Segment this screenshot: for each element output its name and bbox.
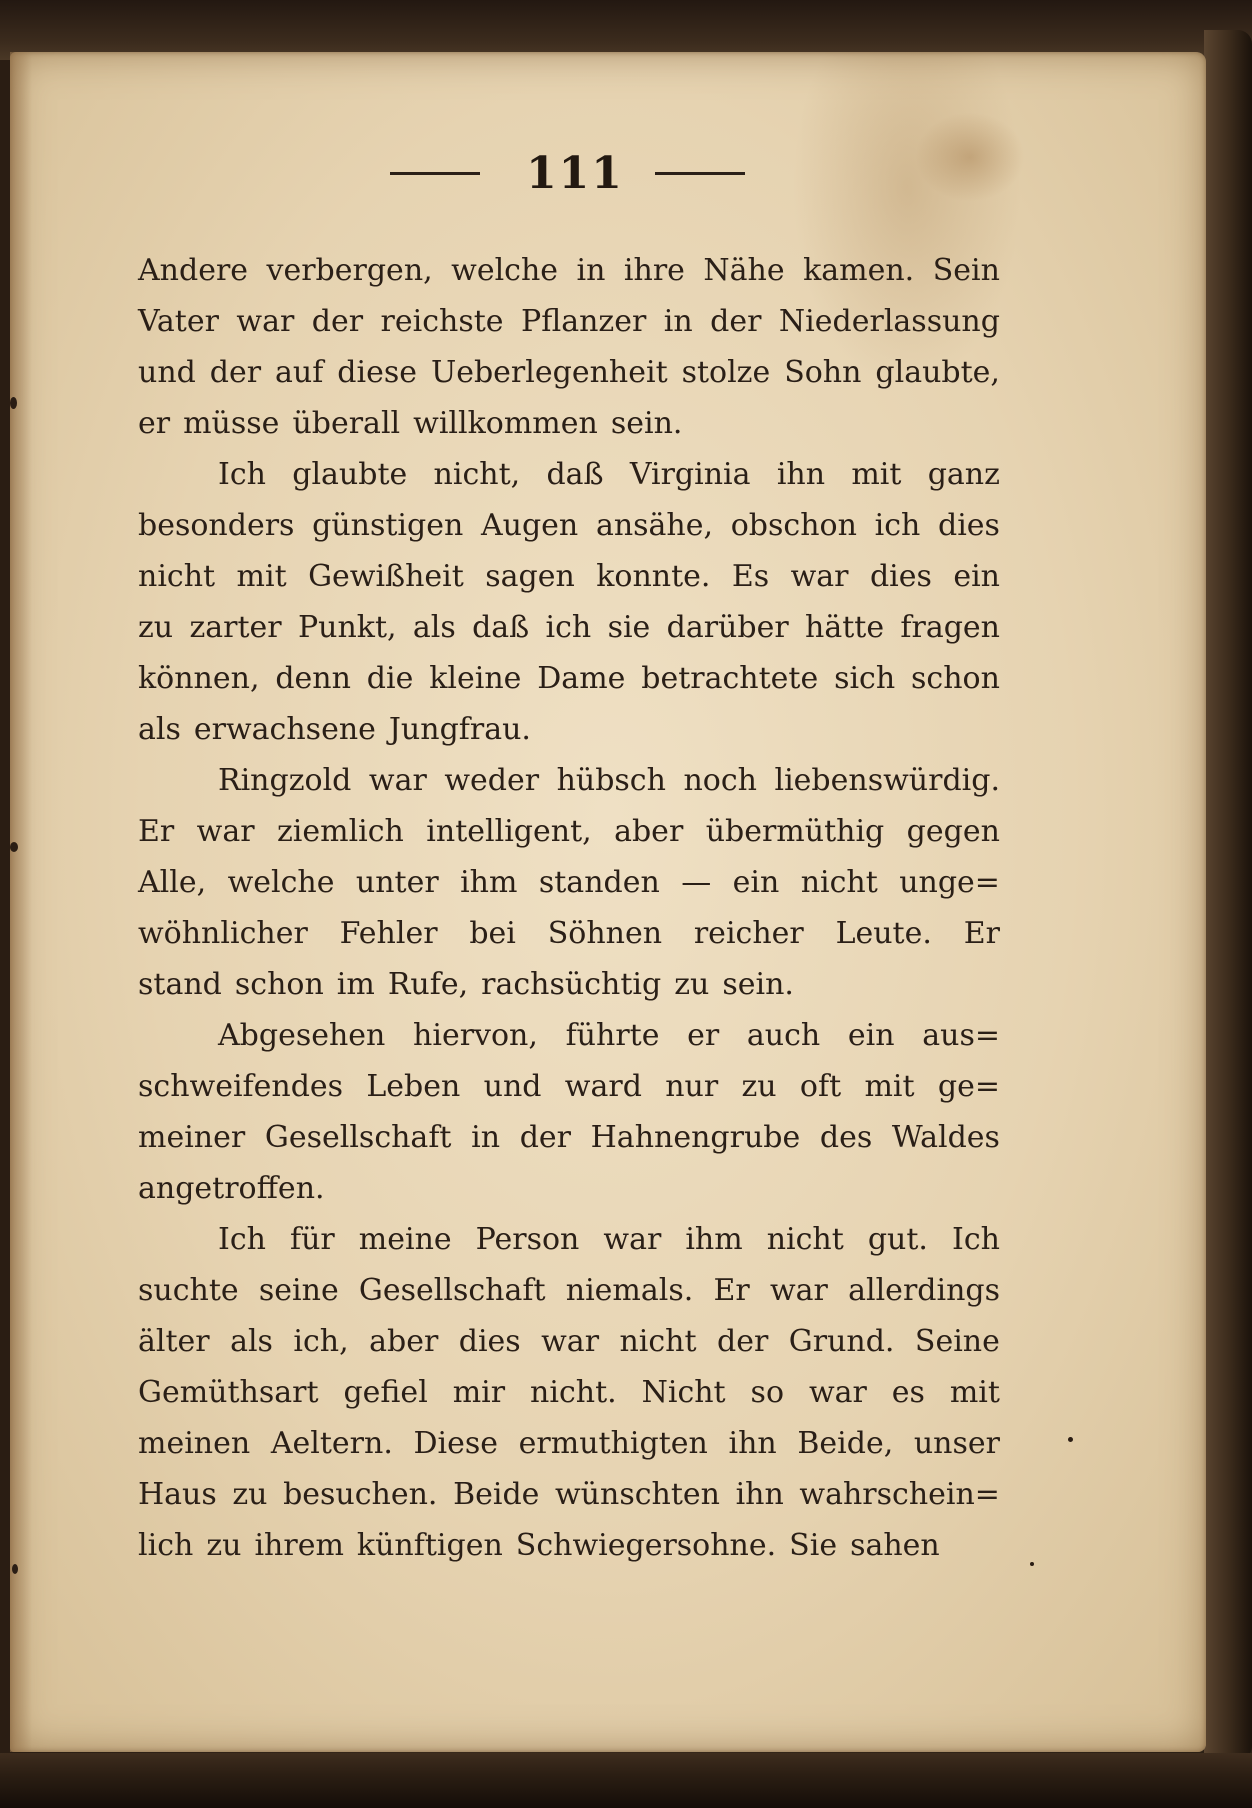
paragraph [138, 1214, 1000, 1571]
book-cover-bottom-edge [0, 1753, 1252, 1808]
text-line: können, denn die kleine Dame betrachtete sich schon [138, 661, 1000, 696]
text-line: Alle, welche unter ihm standen — ein nicht unge= [138, 865, 1000, 900]
paragraph [138, 755, 1000, 1010]
page-stain [915, 112, 1025, 202]
book-cover-top-edge [0, 0, 1252, 60]
text-line: angetroffen. [138, 1171, 325, 1206]
book-page [10, 52, 1206, 1752]
text-line: Vater war der reichste Pflanzer in der Niederlassung [138, 304, 1000, 339]
text-line: Er war ziemlich intelligent, aber übermüthig gegen [138, 814, 1000, 849]
page-speck [1068, 1437, 1073, 1442]
page-speck [12, 1564, 18, 1574]
page-number: 111 [526, 148, 624, 199]
text-line: und der auf diese Ueberlegenheit stolze Sohn glaubte, [138, 355, 1000, 390]
text-line: Ich glaubte nicht, daß Virginia ihn mit ganz [218, 457, 1000, 492]
text-line: nicht mit Gewißheit sagen konnte. Es war dies ein [138, 559, 1000, 594]
book-cover-right-edge [1204, 30, 1252, 1760]
text-line: Gemüthsart gefiel mir nicht. Nicht so war es mit [138, 1375, 1000, 1410]
header-rule-right [655, 172, 745, 175]
text-line: als erwachsene Jungfrau. [138, 712, 531, 747]
text-line: zu zarter Punkt, als daß ich sie darüber hätte fragen [138, 610, 1000, 645]
text-line: Andere verbergen, welche in ihre Nähe kamen. Sein [138, 253, 1000, 288]
text-line: er müsse überall willkommen sein. [138, 406, 683, 441]
text-line: stand schon im Rufe, rachsüchtig zu sein. [138, 967, 794, 1002]
text-line: Abgesehen hiervon, führte er auch ein aus= [218, 1018, 1000, 1053]
header-rule-left [390, 172, 480, 175]
text-line: lich zu ihrem künftigen Schwiegersohne. Sie sahen [138, 1528, 940, 1563]
body-text [138, 245, 1000, 1571]
paragraph [138, 1010, 1000, 1214]
text-line: Ich für meine Person war ihm nicht gut. Ich [218, 1222, 1000, 1257]
page-speck [10, 397, 17, 409]
page-shadow-left [10, 52, 32, 1752]
text-line: besonders günstigen Augen ansähe, obschon ich dies [138, 508, 1000, 543]
paragraph [138, 449, 1000, 755]
text-line: meiner Gesellschaft in der Hahnengrube des Waldes [138, 1120, 1000, 1155]
text-line: wöhnlicher Fehler bei Söhnen reicher Leute. Er [138, 916, 1000, 951]
text-line: Haus zu besuchen. Beide wünschten ihn wahrschein= [138, 1477, 1000, 1512]
text-line: Ringzold war weder hübsch noch liebenswürdig. [218, 763, 1000, 798]
text-line: suchte seine Gesellschaft niemals. Er war allerdings [138, 1273, 1000, 1308]
page-speck [10, 842, 18, 852]
text-line: älter als ich, aber dies war nicht der Grund. Seine [138, 1324, 1000, 1359]
page-speck [1030, 1562, 1034, 1566]
text-line: meinen Aeltern. Diese ermuthigten ihn Beide, unser [138, 1426, 1000, 1461]
paragraph [138, 245, 1000, 449]
text-line: schweifendes Leben und ward nur zu oft mit ge= [138, 1069, 1000, 1104]
